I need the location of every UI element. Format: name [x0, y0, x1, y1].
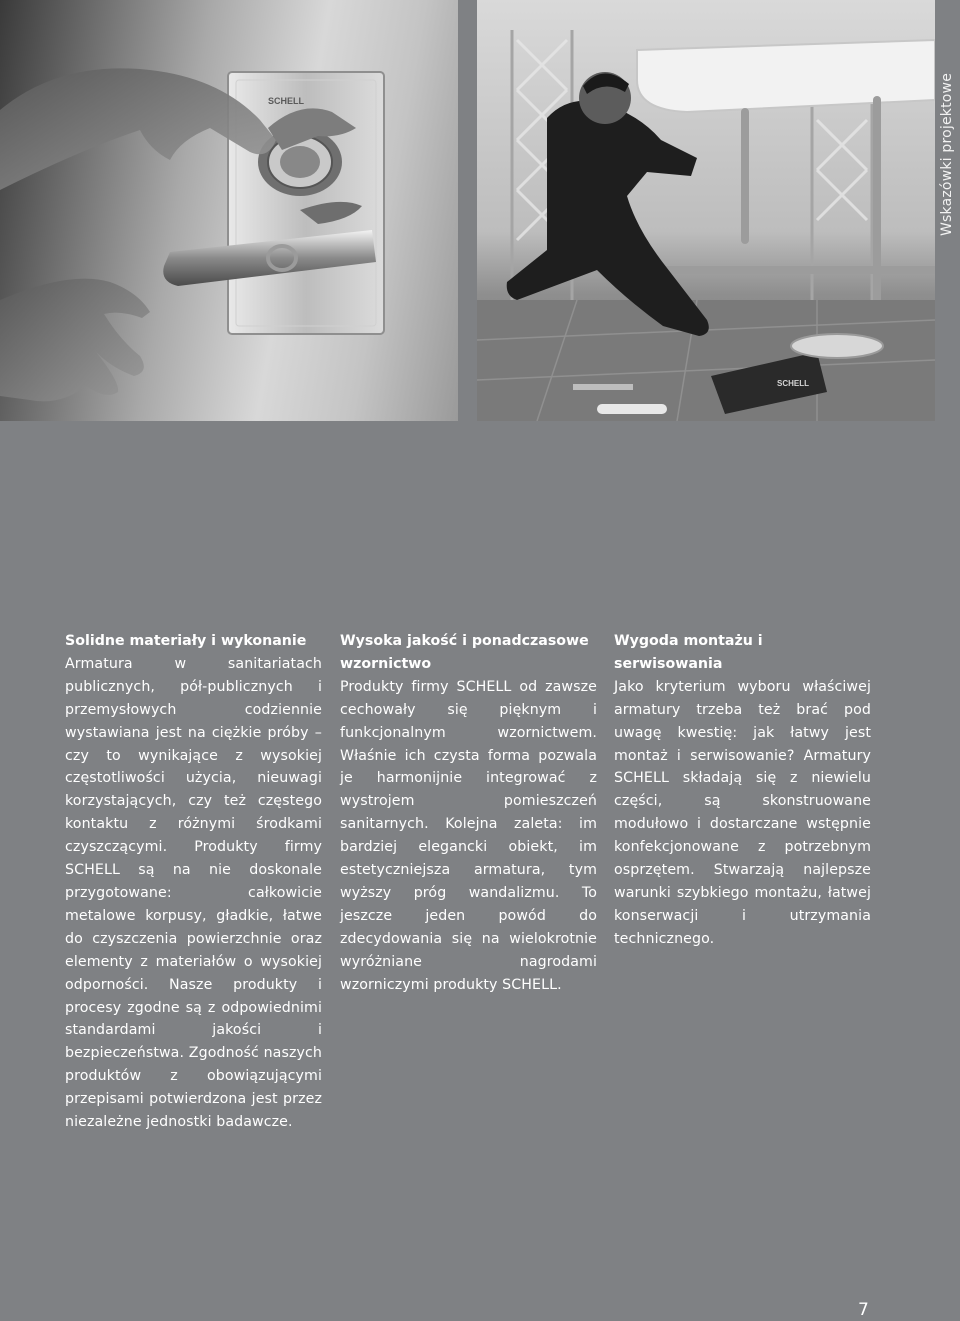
text-column-1 [65, 630, 322, 1134]
column-heading: Solidne materiały i wykonanie [65, 633, 307, 649]
installer-photo [477, 0, 935, 421]
section-tab-label: Wskazówki projektowe [939, 72, 955, 236]
column-body: Armatura w sanitariatach publicznych, pół-publicznych i przemysłowych codziennie wystawiana jest na ciężkie próby – czy to wynikające z wysokiej częstotliwości użycia, nieuwagi korzystających, czy też częstego kontaktu z różnymi środkami czyszczącymi. Produkty firmy SCHELL są na nie doskonale przygotowane: całkowicie metalowe korpusy, gładkie, łatwe do czyszczenia powierzchnie oraz elementy z materiałów o wysokiej odporności. Nasze produkty i procesy zgodne są z odpowiednimi standardami jakości i bezpieczeństwa. Zgodność naszych produktów z obowiązującymi przepisami potwierdzona jest przez niezależne jednostki badawcze. [65, 655, 322, 1131]
faucet-installation-photo [0, 0, 458, 421]
column-heading: Wysoka jakość i ponadczasowe wzornictwo [340, 633, 589, 672]
text-column-3 [614, 630, 871, 951]
column-body: Jako kryterium wyboru właściwej armatury trzeba też brać pod uwagę kwestię: jak łatwy jest montaż i serwisowanie? Armatury SCHELL składają się z niewielu części, są skonstruowane modułowo i dostarczane wstępnie konfekcjonowane z potrzebnym osprzętem. Stwarzają najlepsze warunki szybkiego montażu, łatwej konserwacji i utrzymania technicznego. [614, 678, 871, 947]
page-number: 7 [858, 1300, 869, 1320]
svg-text:SCHELL: SCHELL [268, 96, 304, 106]
column-body: Produkty firmy SCHELL od zawsze cechowały się pięknym i funkcjonalnym wzornictwem. Właśnie ich czysta forma pozwala je harmonijnie integrować z wystrojem pomieszczeń sanitarnych. Kolejna zaleta: im bardziej elegancki obiekt, im estetyczniejsza armatura, tym wyższy próg wandalizmu. To jeszcze jeden powód do zdecydowania się na wielokrotnie wyróżniane nagrodami wzorniczymi produkty SCHELL. [340, 678, 597, 993]
svg-text:SCHELL: SCHELL [777, 379, 809, 388]
text-column-2 [340, 630, 597, 997]
column-heading: Wygoda montażu i serwisowania [614, 633, 763, 672]
section-tab [935, 0, 960, 240]
